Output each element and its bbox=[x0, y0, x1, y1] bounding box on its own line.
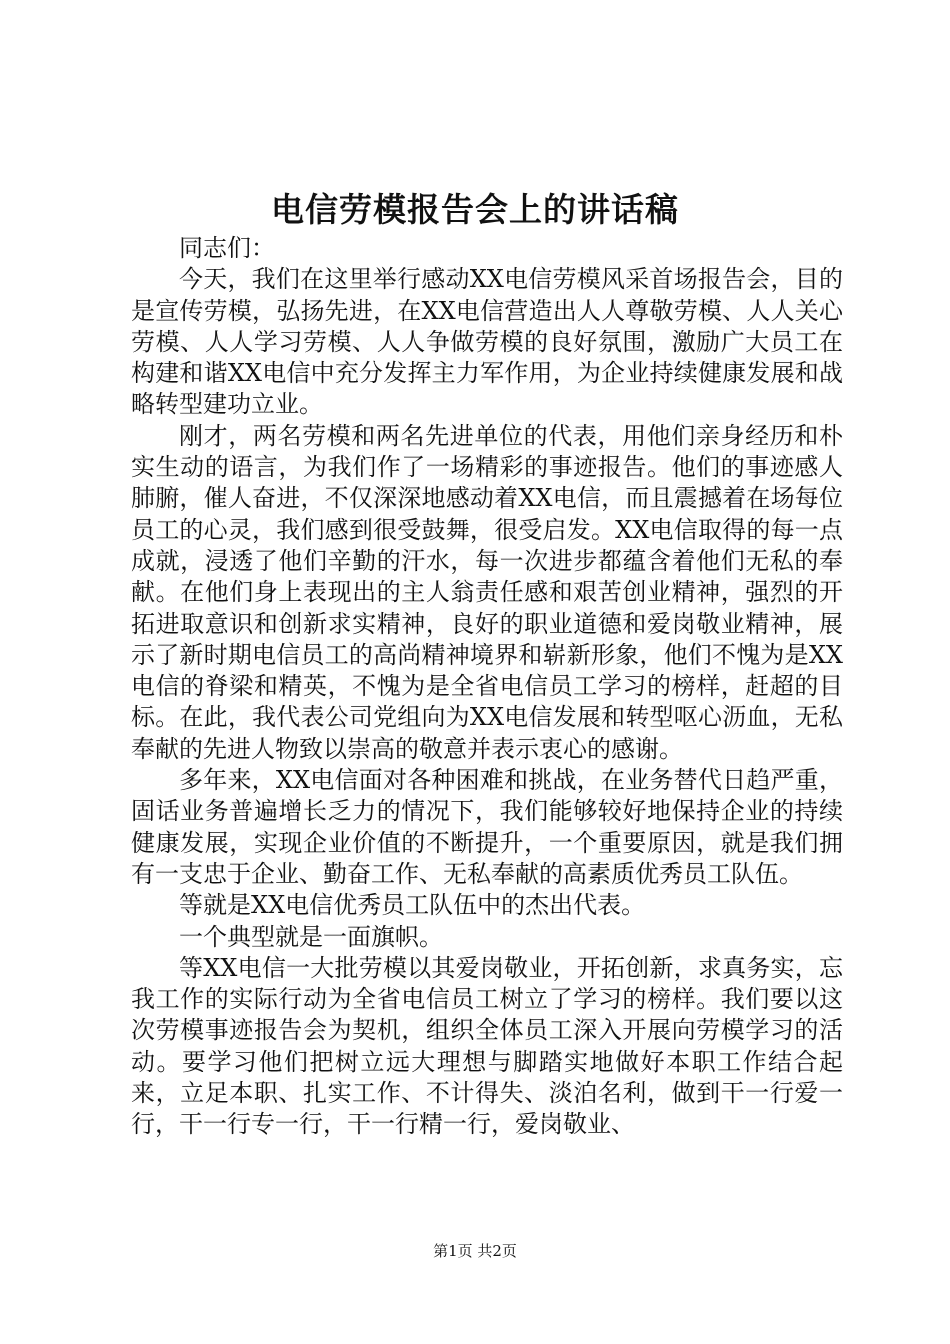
salutation: 同志们： bbox=[179, 234, 275, 262]
paragraph: 等就是XX电信优秀员工队伍中的杰出代表。 bbox=[179, 891, 646, 920]
paragraph: 今天，我们在这里举行感动XX电信劳模风采首场报告会，目的是宣传劳模，弘扬先进，在XX电信营造出人人尊敬劳模、人人关心劳模、人人学习劳模、人人争做劳模的良好氛围，激励广大员工在构建和谐XX电信中充分发挥主力军作用，为企业持续健康发展和战略转型建功立业。 bbox=[131, 265, 843, 419]
paragraph: 多年来，XX电信面对各种困难和挑战，在业务替代日趋严重，固话业务普遍增长乏力的情况下，我们能够较好地保持企业的持续健康发展，实现企业价值的不断提升，一个重要原因，就是我们拥有一支忠于企业、勤奋工作、无私奉献的高素质优秀员工队伍。 bbox=[131, 766, 843, 888]
paragraph: 等XX电信一大批劳模以其爱岗敬业，开拓创新，求真务实，忘我工作的实际行动为全省电信员工树立了学习的榜样。我们要以这次劳模事迹报告会为契机，组织全体员工深入开展向劳模学习的活动。要学习他们把树立远大理想与脚踏实地做好本职工作结合起来，立足本职、扎实工作、不计得失、淡泊名利，做到干一行爱一行，干一行专一行，干一行精一行，爱岗敬业、 bbox=[131, 953, 843, 1139]
page-number-footer: 第1页 共2页 bbox=[433, 1242, 517, 1260]
document-body bbox=[131, 233, 843, 1141]
paragraph: 一个典型就是一面旗帜。 bbox=[179, 922, 443, 951]
paragraph: 刚才，两名劳模和两名先进单位的代表，用他们亲身经历和朴实生动的语言，为我们作了一场精彩的事迹报告。他们的事迹感人肺腑，催人奋进，不仅深深地感动着XX电信，而且震撼着在场每位员工的心灵，我们感到很受鼓舞，很受启发。XX电信取得的每一点成就，浸透了他们辛勤的汗水，每一次进步都蕴含着他们无私的奉献。在他们身上表现出的主人翁责任感和艰苦创业精神，强烈的开拓进取意识和创新求实精神，良好的职业道德和爱岗敬业精神，展示了新时期电信员工的高尚精神境界和崭新形象，他们不愧为是XX电信的脊梁和精英，不愧为是全省电信员工学习的榜样，赶超的目标。在此，我代表公司党组向为XX电信发展和转型呕心沥血，无私奉献的先进人物致以崇高的敬意并表示衷心的感谢。 bbox=[131, 421, 843, 763]
document-title: 电信劳模报告会上的讲话稿 bbox=[271, 190, 679, 229]
